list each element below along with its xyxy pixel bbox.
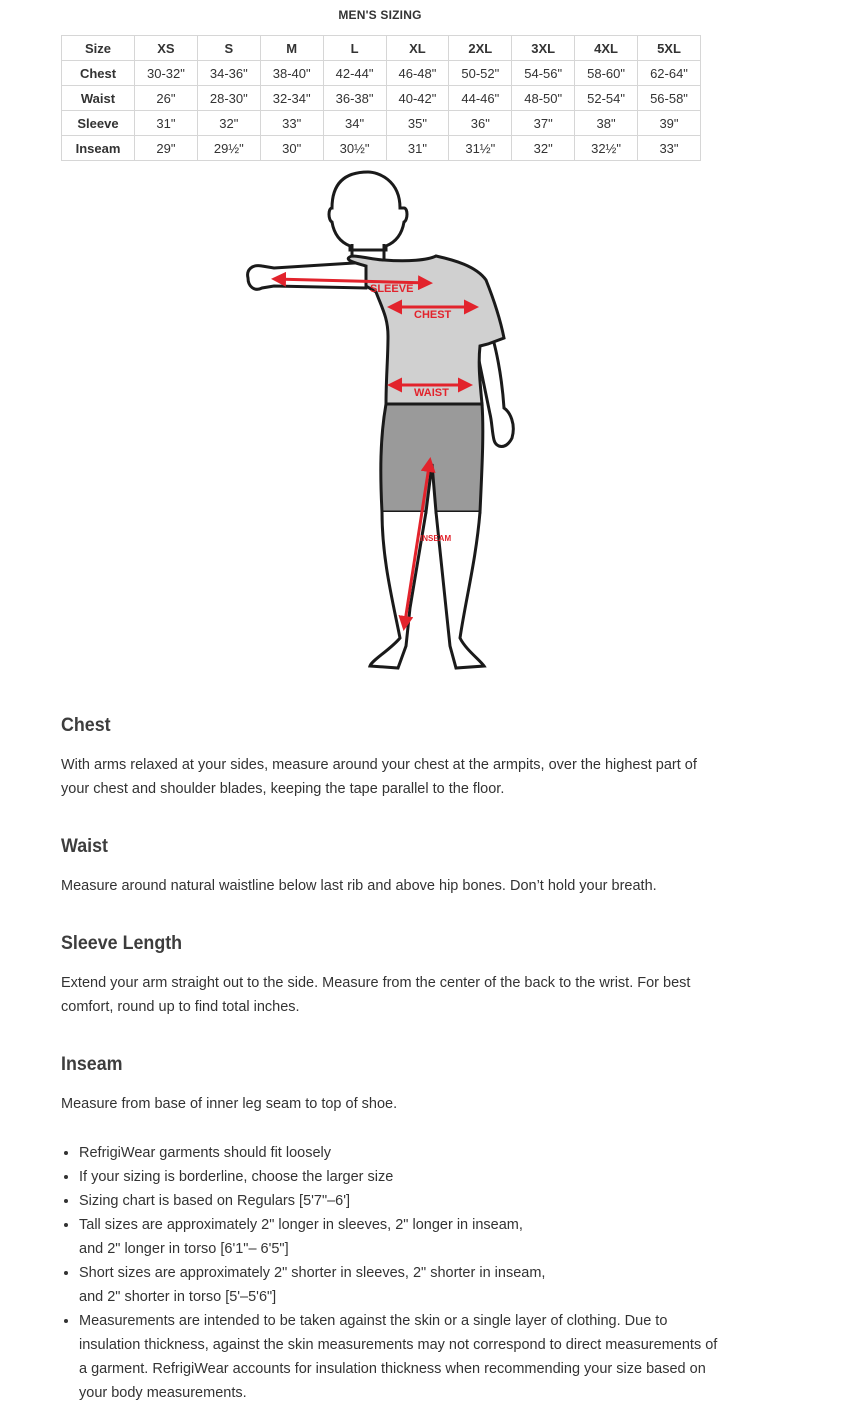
section-text-sleeve-length: Extend your arm straight out to the side. Measure from the center of the back to the wrist. For best comfort, round up to find total inches. [61,975,691,1015]
list-item: • Tall sizes are approximately 2" longer in sleeves, 2" longer in inseam, and 2" longer in torso [6'1"– 6'5"] [79,1213,549,1261]
table-cell: 38" [575,111,638,136]
head-outline [329,172,407,250]
table-cell: 31" [386,136,449,161]
column-header: Size [62,36,135,61]
table-cell: 62-64" [638,61,701,86]
column-header: M [260,36,323,61]
table-cell: 54-56" [512,61,575,86]
table-cell: 42-44" [323,61,386,86]
table-row [62,86,701,111]
list-item: • RefrigiWear garments should fit loosely [79,1141,729,1165]
table-cell: 44-46" [449,86,512,111]
body-measurement-figure [240,168,525,673]
table-row [62,111,701,136]
shirt-shape [348,256,504,404]
list-item: • Short sizes are approximately 2" shorter in sleeves, 2" shorter in inseam, and 2" shorter in torso [5'–5'6"] [79,1261,569,1309]
table-cell: 30" [260,136,323,161]
table-cell: 31½" [449,136,512,161]
sleeve-label: SLEEVE [370,283,414,295]
table-cell: 31" [135,111,198,136]
column-header: 4XL [575,36,638,61]
table-cell: 35" [386,111,449,136]
table-cell: 58-60" [575,61,638,86]
table-cell: 32" [197,111,260,136]
table-cell: 30½" [323,136,386,161]
chest-label: CHEST [414,309,452,321]
table-cell: 48-50" [512,86,575,111]
column-header: 2XL [449,36,512,61]
table-cell: 30-32" [135,61,198,86]
table-cell: 36-38" [323,86,386,111]
table-row [62,61,701,86]
column-header: S [197,36,260,61]
table-cell: 38-40" [260,61,323,86]
size-chart-table [61,35,701,161]
row-header: Sleeve [62,111,135,136]
list-item: • Sizing chart is based on Regulars [5'7"–6'] [79,1189,729,1213]
table-header-row [62,36,701,61]
section-text-chest: With arms relaxed at your sides, measure around your chest at the armpits, over the highest part of your chest and shoulder blades, keeping the tape parallel to the floor. [61,757,697,797]
column-header: 5XL [638,36,701,61]
table-cell: 37" [512,111,575,136]
section-heading-sleeve-length: Sleeve Length [61,933,183,954]
list-item: • Measurements are intended to be taken against the skin or a single layer of clothing. Due to insulation thickness, against the skin measurements may not correspond to direct measurements of a garment. RefrigiWear accounts for insulation thickness when recommending your size based on your body measurements. [79,1309,729,1405]
table-cell: 39" [638,111,701,136]
row-header: Inseam [62,136,135,161]
section-heading-inseam: Inseam [61,1054,123,1075]
raised-arm-outline [248,262,370,289]
table-cell: 50-52" [449,61,512,86]
table-cell: 34" [323,111,386,136]
table-cell: 26" [135,86,198,111]
table-cell: 33" [638,136,701,161]
table-cell: 52-54" [575,86,638,111]
table-row [62,136,701,161]
table-cell: 29½" [197,136,260,161]
column-header: XS [135,36,198,61]
list-item: • If your sizing is borderline, choose the larger size [79,1165,729,1189]
shorts-shape [381,404,483,512]
table-cell: 29" [135,136,198,161]
section-text-inseam: Measure from base of inner leg seam to top of shoe. [61,1096,398,1112]
table-cell: 46-48" [386,61,449,86]
table-cell: 36" [449,111,512,136]
table-cell: 40-42" [386,86,449,111]
section-heading-waist: Waist [61,836,108,857]
sizing-notes-list [61,1141,729,1405]
section-text-waist: Measure around natural waistline below last rib and above hip bones. Don’t hold your breath. [61,878,657,894]
table-cell: 56-58" [638,86,701,111]
body-figure-svg [240,168,525,673]
table-cell: 32-34" [260,86,323,111]
row-header: Chest [62,61,135,86]
waist-label: WAIST [414,387,449,399]
column-header: L [323,36,386,61]
column-header: 3XL [512,36,575,61]
table-cell: 33" [260,111,323,136]
table-cell: 28-30" [197,86,260,111]
table-cell: 34-36" [197,61,260,86]
table-cell: 32" [512,136,575,161]
inseam-label: INSEAM [420,534,452,543]
table-cell: 32½" [575,136,638,161]
section-heading-chest: Chest [61,715,111,736]
column-header: XL [386,36,449,61]
row-header: Waist [62,86,135,111]
page-title: MEN'S SIZING [338,8,422,22]
